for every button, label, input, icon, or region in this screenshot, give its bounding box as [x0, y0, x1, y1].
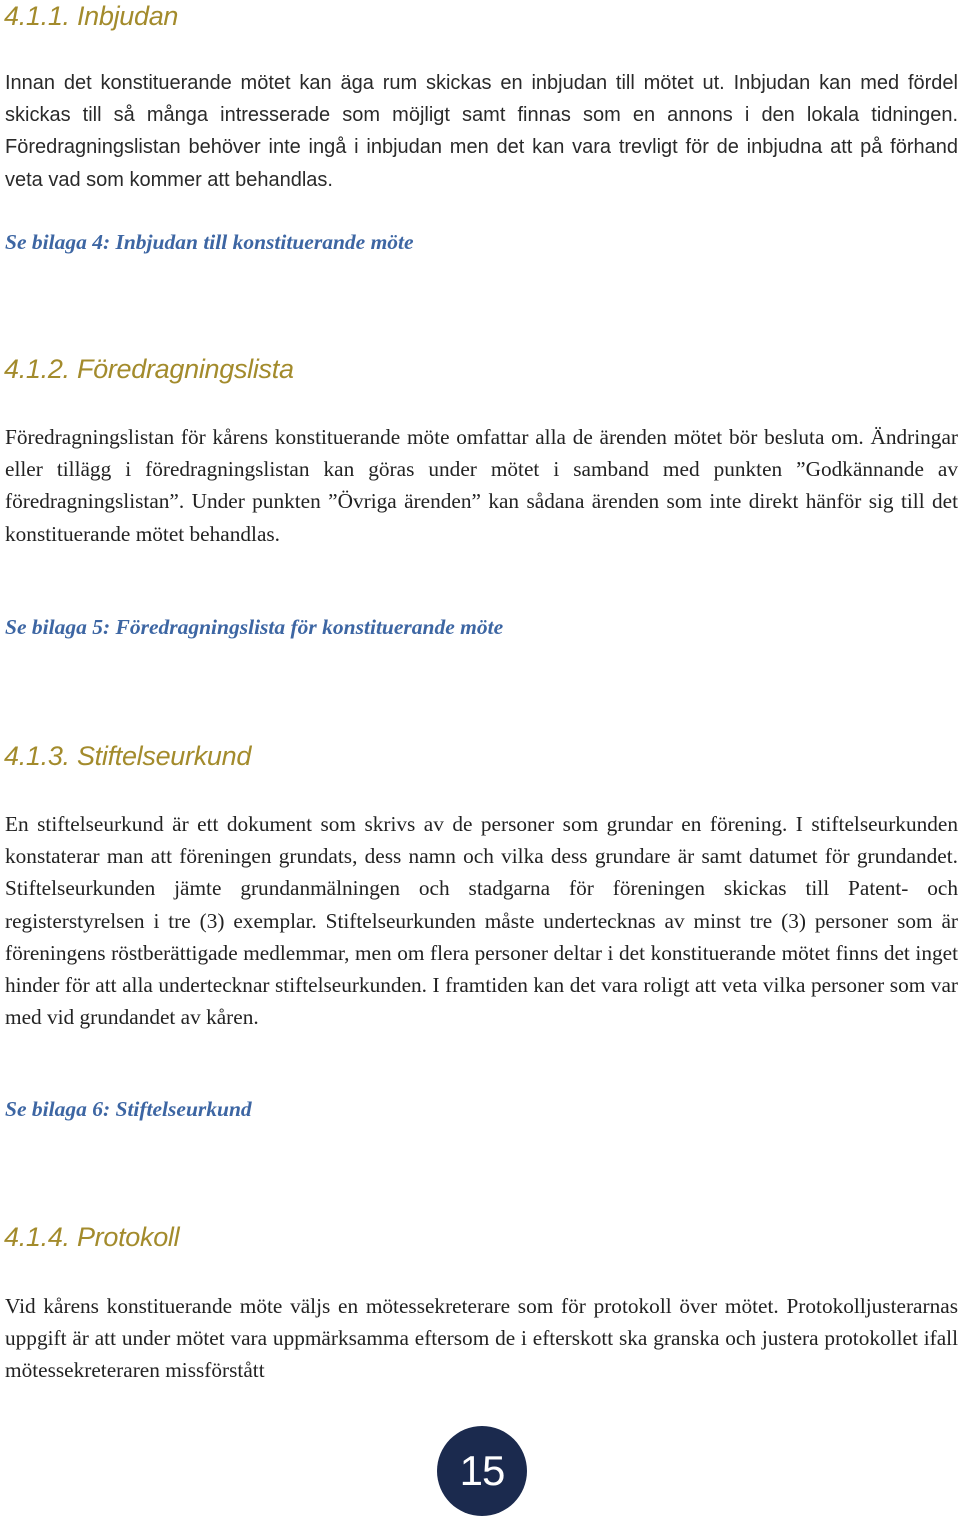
section-heading-protokoll: 4.1.4. Protokoll	[4, 1222, 180, 1252]
section-body-foredragningslista: Föredragningslistan för kårens konstituerande möte omfattar alla de ärenden mötet bör besluta om. Ändringar eller tillägg i föredragningslistan kan göras under mötet i samband med punkten ”Godkännande av föredragningslistan”. Under punkten ”Övriga ärenden” kan sådana ärenden som inte direkt hänför sig till det konstituerande mötet behandlas.	[5, 425, 958, 546]
section-heading-inbjudan: 4.1.1. Inbjudan	[4, 1, 179, 31]
section-heading-foredragningslista: 4.1.2. Föredragningslista	[4, 354, 294, 384]
appendix-reference-5: Se bilaga 5: Föredragningslista för konstituerande möte	[5, 615, 504, 639]
section-body-protokoll: Vid kårens konstituerande möte väljs en mötessekreterare som för protokoll över mötet. Protokolljusterarnas uppgift är att under mötet vara uppmärksamma eftersom de i efterskott ska granska och justera protokollet ifall mötessekreteraren missförstått	[5, 1294, 958, 1383]
section-body-stiftelseurkund: En stiftelseurkund är ett dokument som skrivs av de personer som grundar en förening. I stiftelseurkunden konstaterar man att föreningen grundats, dess namn och vilka dess grundare är samt datumet för grundandet. Stiftelseurkunden jämte grundanmälningen och stadgarna för föreningen skickas till Patent- och registerstyrelsen i tre (3) exemplar. Stiftelseurkunden måste undertecknas av minst tre (3) personer som är föreningens röstberättigade medlemmar, men om flera personer deltar i det konstituerande mötet finns det inget hinder för att alla undertecknar stiftelseurkunden. I framtiden kan det vara roligt att veta vilka personer som var med vid grundandet av kåren.	[5, 812, 958, 1030]
page-number-badge	[437, 1426, 527, 1516]
section-heading-stiftelseurkund: 4.1.3. Stiftelseurkund	[4, 741, 252, 771]
appendix-reference-4: Se bilaga 4: Inbjudan till konstituerande möte	[5, 230, 414, 254]
page-number: 15	[459, 1447, 505, 1494]
section-body-inbjudan: Innan det konstituerande mötet kan äga rum skickas en inbjudan till mötet ut. Inbjudan kan med fördel skickas till så många intresserade som möjligt samt finnas som en annons i den lokala tidningen. Föredragningslistan behöver inte ingå i inbjudan men det kan vara trevligt för de inbjudna att på förhand veta vad som kommer att behandlas.	[5, 72, 958, 191]
appendix-reference-6: Se bilaga 6: Stiftelseurkund	[5, 1097, 252, 1121]
